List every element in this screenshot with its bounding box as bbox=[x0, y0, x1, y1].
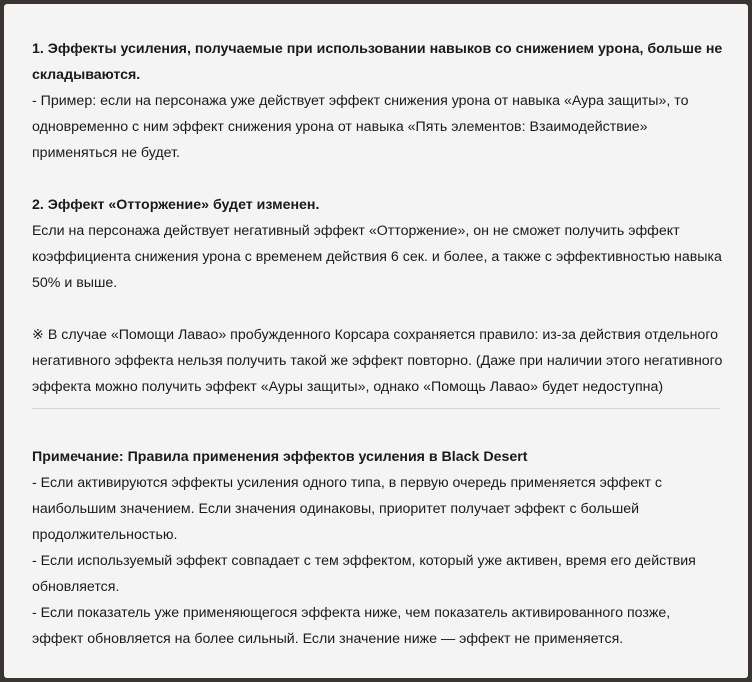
section1-body-line2: одновременно с ним эффект снижения урона от навыка «Пять элементов: Взаимодействие» bbox=[32, 119, 648, 135]
note-section bbox=[32, 444, 732, 652]
section2-body-line1: Если на персонажа действует негативный эффект «Отторжение», он не сможет получить эффект bbox=[32, 223, 680, 239]
section1-body-line3: применяться не будет. bbox=[32, 145, 180, 161]
spacer bbox=[32, 296, 732, 322]
note-item1-line2: наибольшим значением. Если значения одинаковы, приоритет получает эффект с большей bbox=[32, 501, 640, 517]
spacer bbox=[32, 166, 732, 192]
note-item2-line1: - Если используемый эффект совпадает с тем эффектом, который уже активен, время его действия bbox=[32, 553, 696, 569]
section2-body-line2: коэффициента снижения урона с временем действия 6 сек. и более, а также с эффективностью навыка bbox=[32, 249, 722, 265]
section1-heading-line2: складываются. bbox=[32, 67, 141, 83]
remark-line3: эффекта можно получить эффект «Ауры защиты», однако «Помощь Лавао» будет недоступна) bbox=[32, 379, 664, 395]
note-item1-line3: продолжительностью. bbox=[32, 527, 178, 543]
notice-panel bbox=[4, 4, 748, 678]
notice-content bbox=[32, 36, 732, 400]
note-item3-line2: эффект обновляется на более сильный. Если значение ниже — эффект не применяется. bbox=[32, 631, 624, 647]
section2-body-line3: 50% и выше. bbox=[32, 275, 118, 291]
note-item2-line2: обновляется. bbox=[32, 579, 120, 595]
remark-line1: ※ В случае «Помощи Лавао» пробужденного Корсара сохраняется правило: из-за действия отдельного bbox=[32, 327, 719, 343]
remark-line2: негативного эффекта нельзя получить такой же эффект повторно. (Даже при наличии этого негативного bbox=[32, 353, 723, 369]
section1-body-line1: - Пример: если на персонажа уже действует эффект снижения урона от навыка «Аура защиты», то bbox=[32, 93, 689, 109]
note-heading: Примечание: Правила применения эффектов усиления в Black Desert bbox=[32, 449, 528, 465]
section-divider bbox=[32, 408, 720, 409]
section2-heading: 2. Эффект «Отторжение» будет изменен. bbox=[32, 197, 320, 213]
note-item3-line1: - Если показатель уже применяющегося эффекта ниже, чем показатель активированного позже, bbox=[32, 605, 671, 621]
note-item1-line1: - Если активируются эффекты усиления одного типа, в первую очередь применяется эффект с bbox=[32, 475, 662, 491]
section1-heading-line1: 1. Эффекты усиления, получаемые при использовании навыков со снижением урона, больше не bbox=[32, 41, 723, 57]
